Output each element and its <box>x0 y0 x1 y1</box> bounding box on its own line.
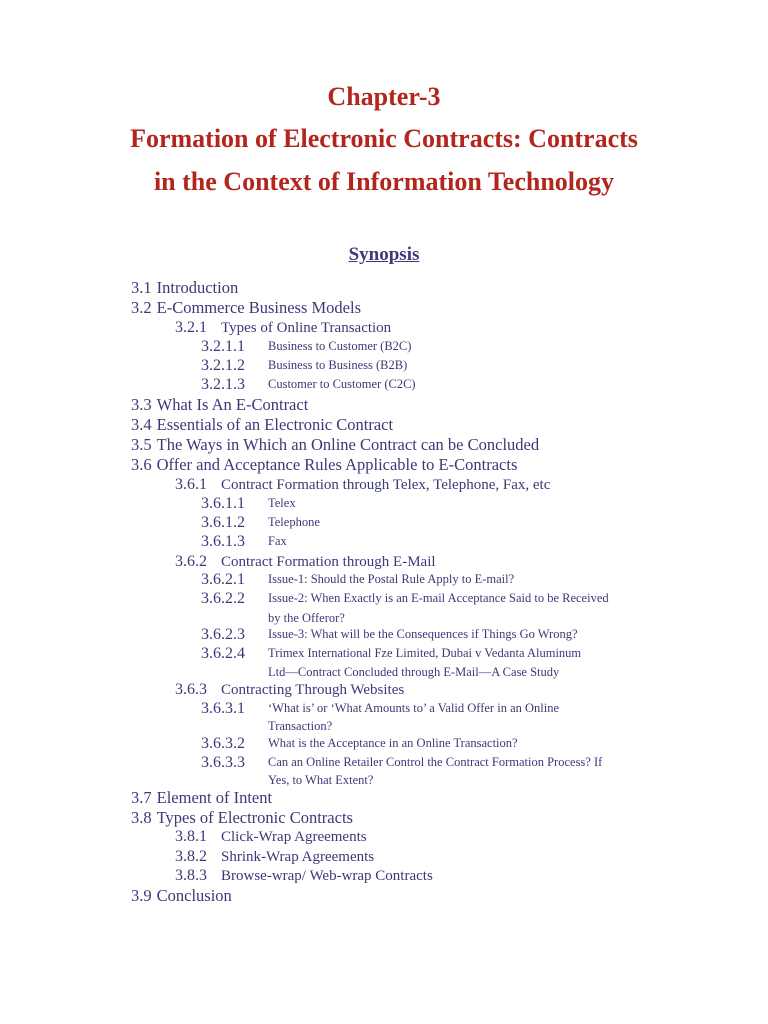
toc-item: 3.4 Essentials of an Electronic Contract <box>131 415 394 434</box>
toc-item: 3.6.1.2 Telephone <box>201 514 320 531</box>
toc-item: 3.2.1.3 Customer to Customer (C2C) <box>201 376 416 393</box>
toc-item: 3.8.2 Shrink-Wrap Agreements <box>175 848 375 865</box>
toc-item: 3.6.3.2 What is the Acceptance in an Online Transaction? <box>201 735 518 752</box>
toc-item-continuation: Ltd—Contract Concluded through E-Mail—A Case Study <box>268 665 560 679</box>
toc-item: 3.8.1 Click-Wrap Agreements <box>175 828 367 845</box>
toc-item: 3.6 Offer and Acceptance Rules Applicable to E-Contracts <box>131 455 518 474</box>
toc-item: 3.6.1 Contract Formation through Telex, Telephone, Fax, etc <box>175 476 551 493</box>
toc-item: 3.6.2.1 Issue-1: Should the Postal Rule Apply to E-mail? <box>201 571 515 588</box>
toc-item-continuation: Transaction? <box>268 719 333 733</box>
toc-item: 3.7 Element of Intent <box>131 788 273 807</box>
toc-item: 3.6.1.3 Fax <box>201 533 287 550</box>
synopsis-heading: Synopsis <box>348 244 420 265</box>
toc-item: 3.8 Types of Electronic Contracts <box>131 808 353 827</box>
toc-item: 3.6.2.2 Issue-2: When Exactly is an E-mail Acceptance Said to be Received <box>201 590 609 607</box>
toc-item-continuation: by the Offeror? <box>268 611 345 625</box>
toc-item-continuation: Yes, to What Extent? <box>268 773 374 787</box>
toc-item: 3.6.3 Contracting Through Websites <box>175 681 405 698</box>
toc-item: 3.8.3 Browse-wrap/ Web-wrap Contracts <box>175 867 433 884</box>
toc-item: 3.1 Introduction <box>131 278 239 297</box>
toc-item: 3.2.1.2 Business to Business (B2B) <box>201 357 408 374</box>
chapter-heading: Chapter-3 <box>327 82 441 111</box>
toc-item: 3.9 Conclusion <box>131 886 232 905</box>
toc-item: 3.2 E-Commerce Business Models <box>131 298 362 317</box>
toc-item: 3.6.3.3 Can an Online Retailer Control the Contract Formation Process? If <box>201 754 603 771</box>
toc-item: 3.6.2.4 Trimex International Fze Limited, Dubai v Vedanta Aluminum <box>201 645 582 662</box>
toc-item: 3.2.1.1 Business to Customer (B2C) <box>201 338 412 355</box>
toc-item: 3.3 What Is An E-Contract <box>131 395 309 414</box>
toc-item: 3.6.2.3 Issue-3: What will be the Consequences if Things Go Wrong? <box>201 626 578 643</box>
toc-item: 3.5 The Ways in Which an Online Contract can be Concluded <box>131 435 540 454</box>
chapter-title-line-1: Formation of Electronic Contracts: Contracts <box>130 124 638 153</box>
chapter-title-line-2: in the Context of Information Technology <box>153 167 615 196</box>
toc-item: 3.2.1 Types of Online Transaction <box>175 319 392 336</box>
toc-item: 3.6.3.1 ‘What is’ or ‘What Amounts to’ a Valid Offer in an Online <box>201 700 560 717</box>
toc-item: 3.6.1.1 Telex <box>201 495 296 512</box>
toc-item: 3.6.2 Contract Formation through E-Mail <box>175 553 436 570</box>
